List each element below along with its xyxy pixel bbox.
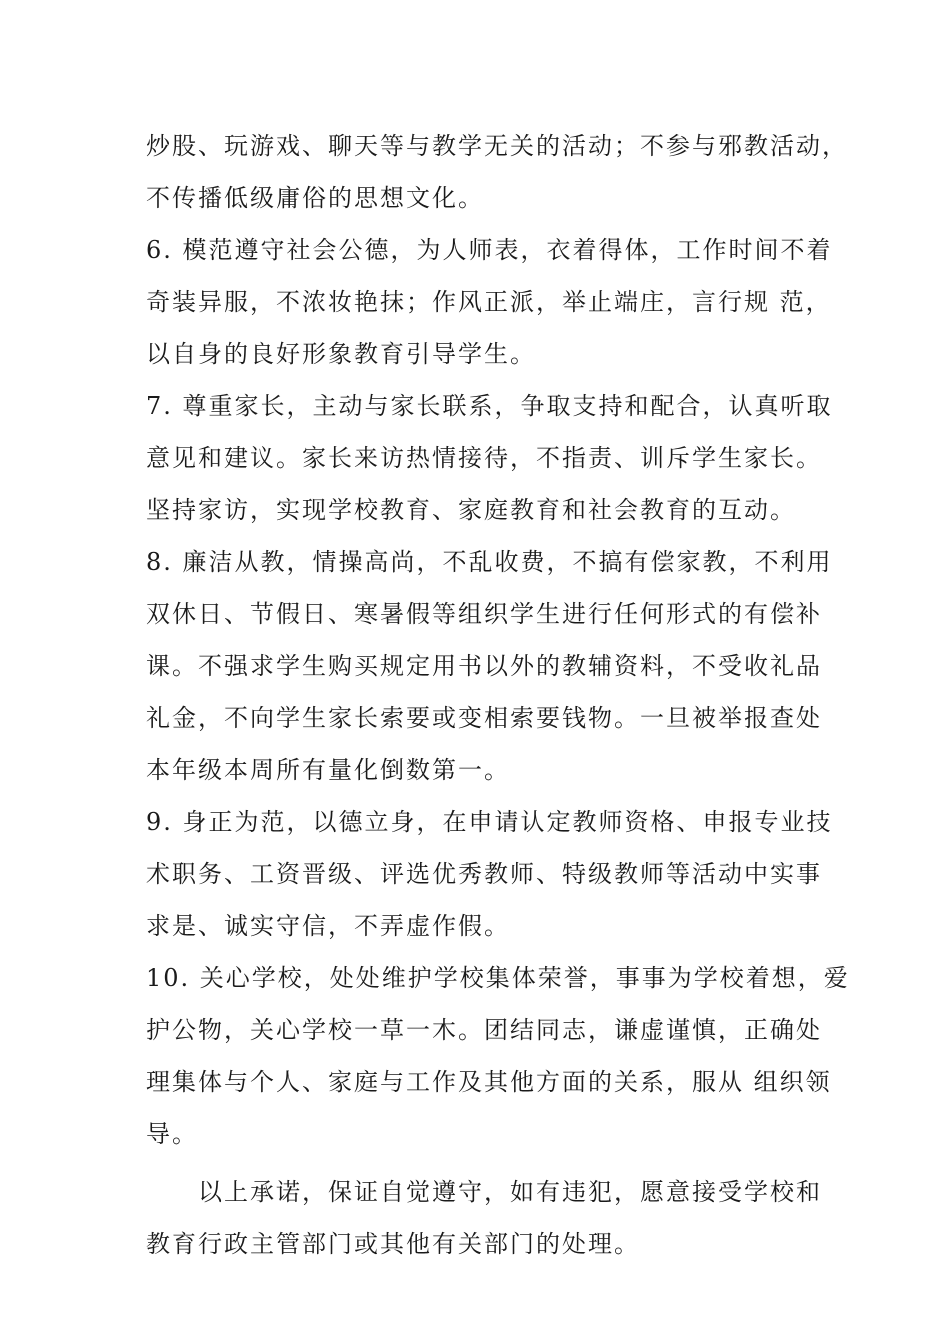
text-line-item-6: 6. 模范遵守社会公德，为人师表，衣着得体，工作时间不着 xyxy=(146,236,833,264)
text-line: 礼金，不向学生家长索要或变相索要钱物。一旦被举报查处 xyxy=(146,704,822,732)
text-line: 以自身的良好形象教育引导学生。 xyxy=(146,340,536,368)
text-line: 炒股、玩游戏、聊天等与教学无关的活动；不参与邪教活动， xyxy=(146,132,848,160)
text-line-item-8: 8. 廉洁从教，情操高尚，不乱收费，不搞有偿家教，不利用 xyxy=(146,548,833,576)
text-line: 奇装异服，不浓妆艳抹；作风正派，举止端庄，言行规 范， xyxy=(146,288,832,316)
text-line: 坚持家访，实现学校教育、家庭教育和社会教育的互动。 xyxy=(146,496,796,524)
text-line: 理集体与个人、家庭与工作及其他方面的关系，服从 组织领 xyxy=(146,1068,832,1096)
text-line: 不传播低级庸俗的思想文化。 xyxy=(146,184,484,212)
text-line-item-9: 9. 身正为范，以德立身，在申请认定教师资格、申报专业技 xyxy=(146,808,833,836)
text-line: 课。不强求学生购买规定用书以外的教辅资料，不受收礼品 xyxy=(146,652,822,680)
text-line: 术职务、工资晋级、评选优秀教师、特级教师等活动中实事 xyxy=(146,860,822,888)
closing-paragraph-line: 以上承诺，保证自觉遵守，如有违犯，愿意接受学校和 xyxy=(198,1178,822,1206)
text-line: 求是、诚实守信，不弄虚作假。 xyxy=(146,912,510,940)
text-line-item-7: 7. 尊重家长，主动与家长联系，争取支持和配合，认真听取 xyxy=(146,392,833,420)
text-line: 双休日、节假日、寒暑假等组织学生进行任何形式的有偿补 xyxy=(146,600,822,628)
text-line: 本年级本周所有量化倒数第一。 xyxy=(146,756,510,784)
text-line-item-10: 10. 关心学校，处处维护学校集体荣誉，事事为学校着想，爱 xyxy=(146,964,850,992)
text-line: 导。 xyxy=(146,1120,198,1148)
text-line: 意见和建议。家长来访热情接待，不指责、训斥学生家长。 xyxy=(146,444,822,472)
text-line: 护公物，关心学校一草一木。团结同志，谦虚谨慎，正确处 xyxy=(146,1016,822,1044)
closing-paragraph-line: 教育行政主管部门或其他有关部门的处理。 xyxy=(146,1230,640,1258)
